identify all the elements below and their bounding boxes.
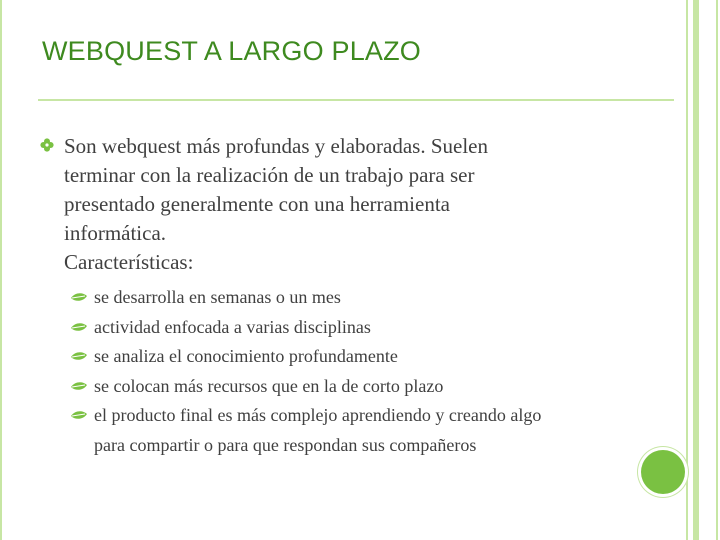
- four-petal-flower-icon: [40, 138, 54, 152]
- characteristics-list: [40, 283, 640, 460]
- frame-line-inner: [693, 0, 699, 540]
- paragraph-line: terminar con la realización de un trabajo para ser: [64, 163, 475, 187]
- list-item-text: actividad enfocada a varias disciplinas: [94, 316, 371, 337]
- list-item-text: se analiza el conocimiento profundamente: [94, 346, 398, 366]
- leaf-icon: [70, 381, 88, 392]
- main-bullet-item: [40, 132, 640, 277]
- leaf-icon: [70, 322, 88, 333]
- paragraph-line: Son webquest más profundas y elaboradas. Suelen: [64, 134, 488, 158]
- paragraph-line: informática.: [64, 221, 167, 245]
- list-item: [70, 401, 640, 460]
- list-item-text: se desarrolla en semanas o un mes: [94, 287, 341, 307]
- slide-content: [40, 132, 640, 460]
- characteristics-heading: Características:: [64, 250, 194, 274]
- list-item-text: el producto final es más complejo aprendiendo y creando algo: [94, 405, 542, 425]
- list-item: [70, 372, 640, 402]
- list-item-text: para compartir o para que respondan sus compañeros: [94, 434, 477, 455]
- frame-line-outer: [686, 0, 688, 540]
- frame-line-right: [716, 0, 718, 540]
- leaf-icon: [70, 351, 88, 362]
- decorative-circle: [641, 450, 685, 494]
- list-item: [70, 342, 640, 372]
- paragraph-line: presentado generalmente con una herramienta: [64, 192, 450, 216]
- leaf-icon: [70, 410, 88, 421]
- list-item: [70, 283, 640, 313]
- leaf-icon: [70, 292, 88, 303]
- list-item: [70, 313, 640, 343]
- list-item-text: se colocan más recursos que en la de corto plazo: [94, 375, 444, 396]
- slide-title: WEBQUEST A LARGO PLAZO: [42, 36, 422, 66]
- frame-line-left: [0, 0, 2, 540]
- title-divider: [38, 99, 674, 101]
